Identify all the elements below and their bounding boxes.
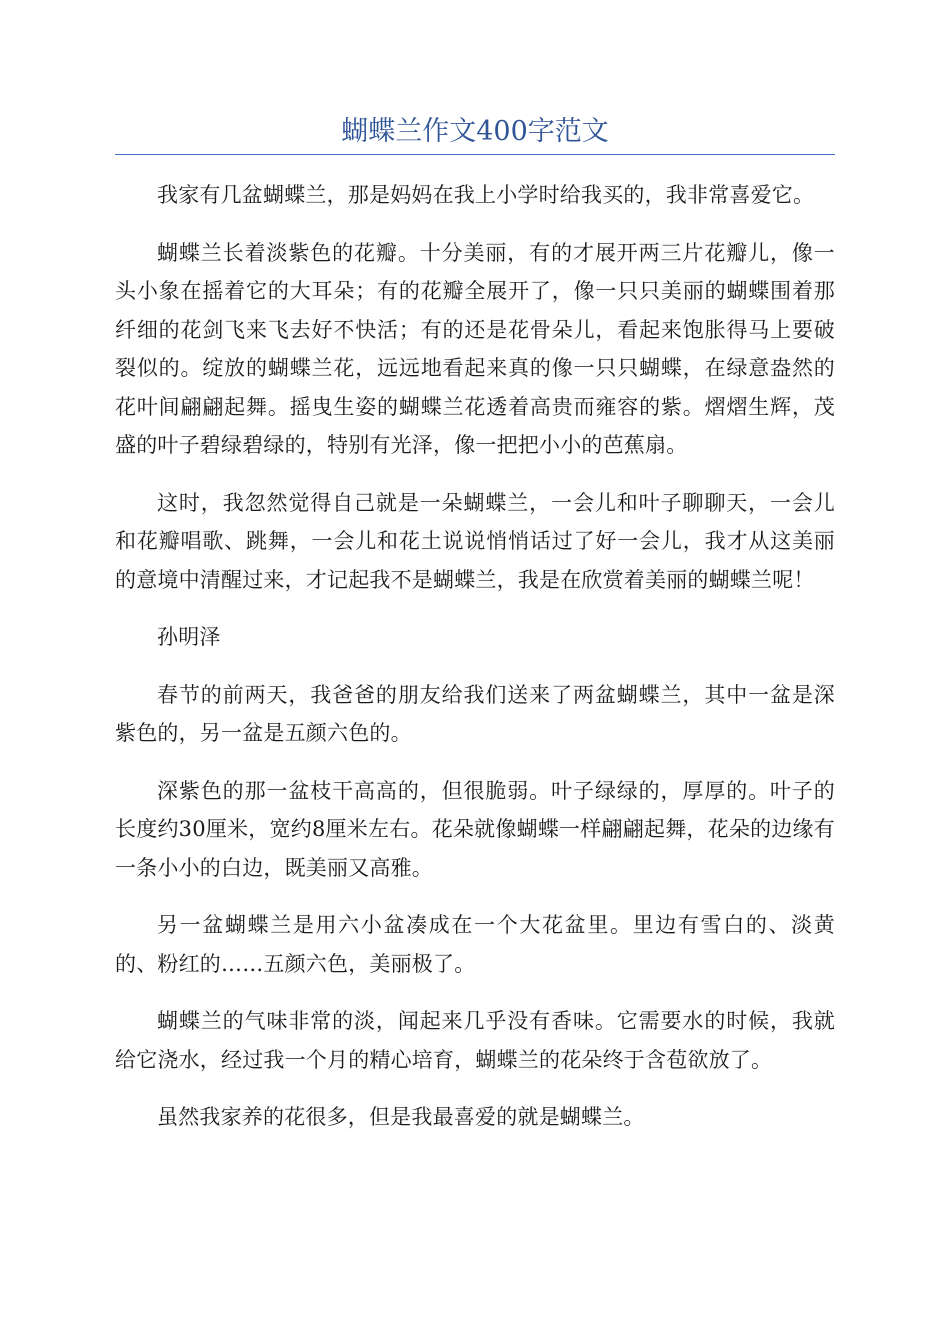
title-underline [115, 154, 835, 155]
paragraph: 我家有几盆蝴蝶兰，那是妈妈在我上小学时给我买的，我非常喜爱它。 [157, 183, 815, 207]
paragraph: 蝴蝶兰长着淡紫色的花瓣。十分美丽，有的才展开两三片花瓣儿，像一头小象在摇着它的大耳朵；有的花瓣全展开了，像一只只美丽的蝴蝶围着那纤细的花剑飞来飞去好不快活；有的还是花骨朵儿，看起来饱胀得马上要破裂似的。绽放的蝴蝶兰花，远远地看起来真的像一只只蝴蝶，在绿意盎然的花叶间翩翩起舞。摇曳生姿的蝴蝶兰花透着高贵而雍容的紫。熠熠生辉，茂盛的叶子碧绿碧绿的，特别有光泽，像一把把小小的芭蕉扇。 [115, 240, 835, 457]
paragraph: 蝴蝶兰的气味非常的淡，闻起来几乎没有香味。它需要水的时候，我就给它浇水，经过我一个月的精心培育，蝴蝶兰的花朵终于含苞欲放了。 [115, 1009, 835, 1072]
paragraph: 这时，我忽然觉得自己就是一朵蝴蝶兰，一会儿和叶子聊聊天，一会儿和花瓣唱歌、跳舞，一会儿和花土说说悄悄话过了好一会儿，我才从这美丽的意境中清醒过来，才记起我不是蝴蝶兰，我是在欣赏着美丽的蝴蝶兰呢！ [115, 490, 835, 592]
paragraph: 另一盆蝴蝶兰是用六小盆凑成在一个大花盆里。里边有雪白的、淡黄的、粉红的……五颜六色，美丽极了。 [115, 913, 835, 976]
document-body [115, 176, 835, 1156]
paragraph: 深紫色的那一盆枝干高高的，但很脆弱。叶子绿绿的，厚厚的。叶子的长度约30厘米，宽约8厘米左右。花朵就像蝴蝶一样翩翩起舞，花朵的边缘有一条小小的白边，既美丽又高雅。 [115, 778, 835, 880]
author-name: 孙明泽 [157, 625, 221, 649]
document-title: 蝴蝶兰作文400字范文 [341, 116, 609, 147]
paragraph: 春节的前两天，我爸爸的朋友给我们送来了两盆蝴蝶兰，其中一盆是深紫色的，另一盆是五颜六色的。 [115, 682, 835, 745]
paragraph: 虽然我家养的花很多，但是我最喜爱的就是蝴蝶兰。 [157, 1105, 645, 1129]
